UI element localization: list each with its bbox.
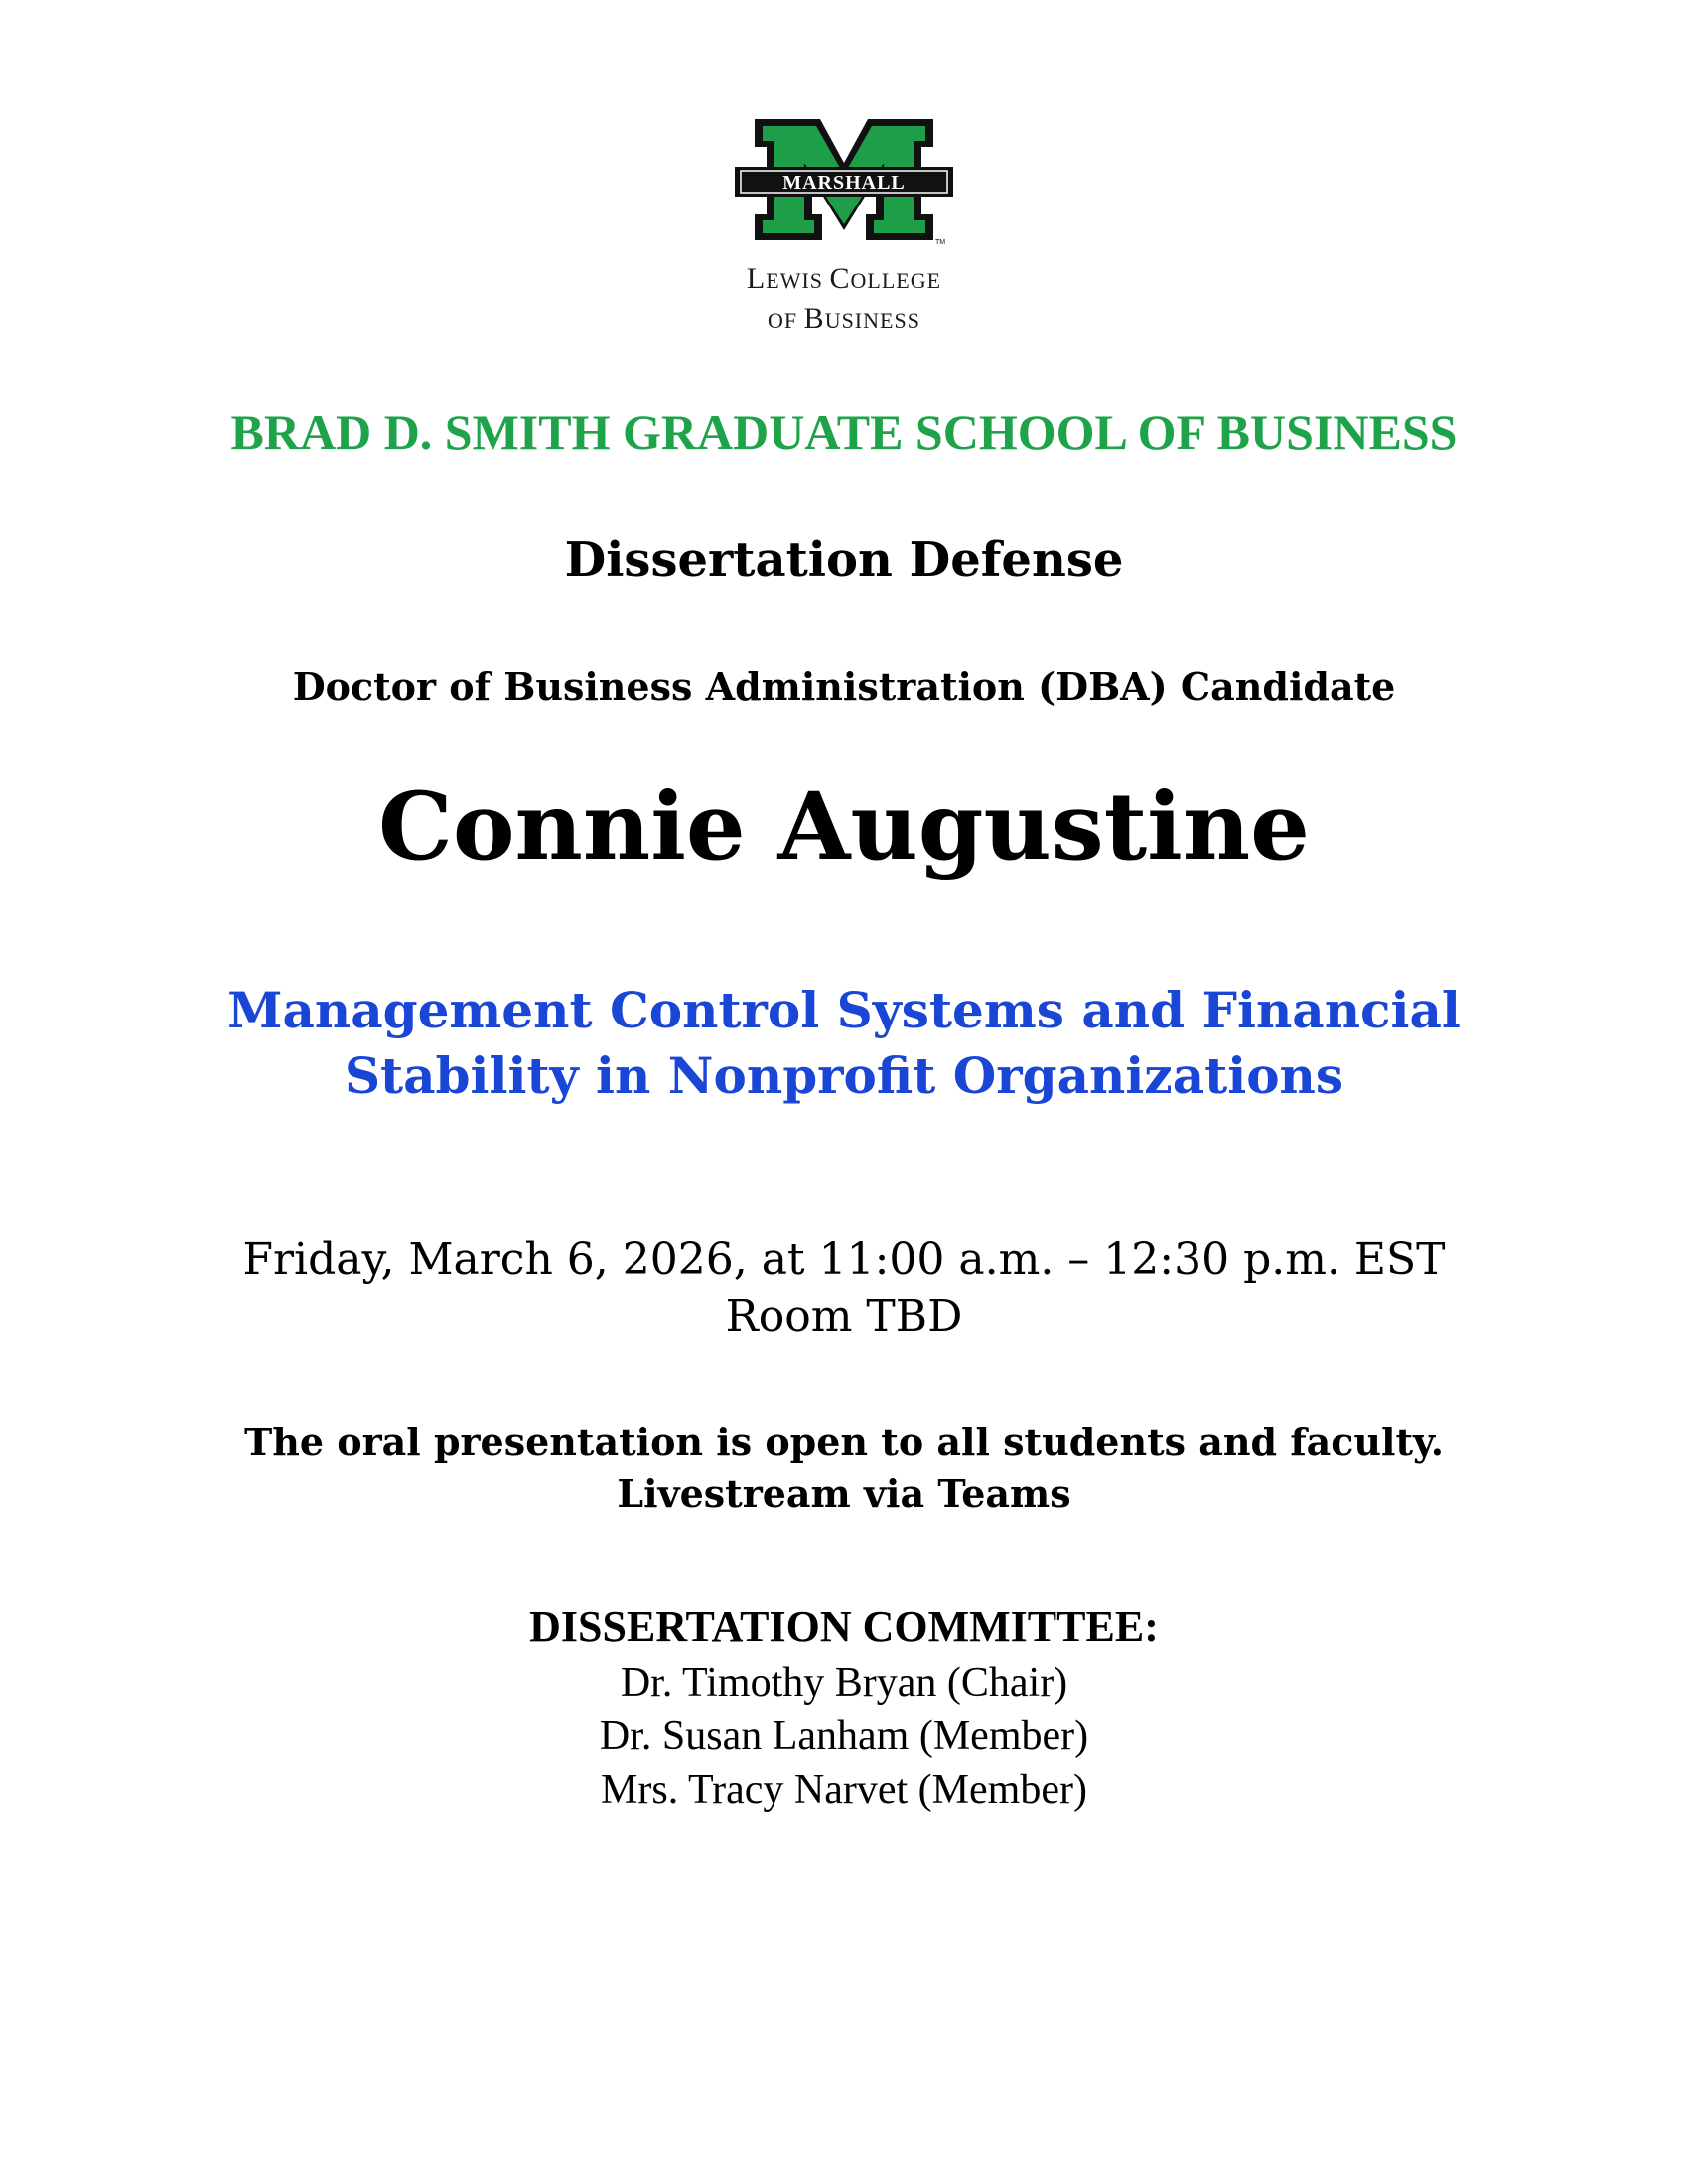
degree-line: Doctor of Business Administration (DBA) Candidate (292, 664, 1396, 709)
event-datetime: Friday, March 6, 2026, at 11:00 a.m. – 12:30 p.m. EST (242, 1234, 1446, 1285)
logo-banner-text: MARSHALL (782, 172, 906, 194)
committee-member: Dr. Timothy Bryan (Chair) (620, 1660, 1068, 1706)
marshall-logo (0, 117, 1688, 340)
candidate-name: Connie Augustine (378, 772, 1310, 882)
logo-text-line1: LEWIS COLLEGE (746, 262, 942, 295)
logo-trademark: TM (935, 239, 946, 246)
notice-open-line: The oral presentation is open to all students and faculty. (243, 1420, 1444, 1464)
dissertation-title (0, 978, 1688, 1109)
committee-heading: DISSERTATION COMMITTEE: (529, 1602, 1159, 1651)
dissertation-title-line2: Stability in Nonprofit Organizations (344, 1046, 1344, 1105)
committee-member: Dr. Susan Lanham (Member) (599, 1713, 1089, 1759)
committee-member: Mrs. Tracy Narvet (Member) (601, 1767, 1087, 1813)
notice-livestream-line: Livestream via Teams (617, 1471, 1071, 1516)
schedule-block (0, 1231, 1688, 1346)
marshall-m-logo-icon (735, 117, 953, 246)
logo-text-line2: OF BUSINESS (768, 302, 920, 335)
school-name: BRAD D. SMITH GRADUATE SCHOOL OF BUSINESS (230, 404, 1458, 460)
committee-list (0, 1656, 1688, 1817)
event-title: Dissertation Defense (564, 532, 1124, 588)
dissertation-title-line1: Management Control Systems and Financial (227, 981, 1461, 1039)
event-location: Room TBD (725, 1292, 963, 1342)
notice-block (0, 1417, 1688, 1520)
